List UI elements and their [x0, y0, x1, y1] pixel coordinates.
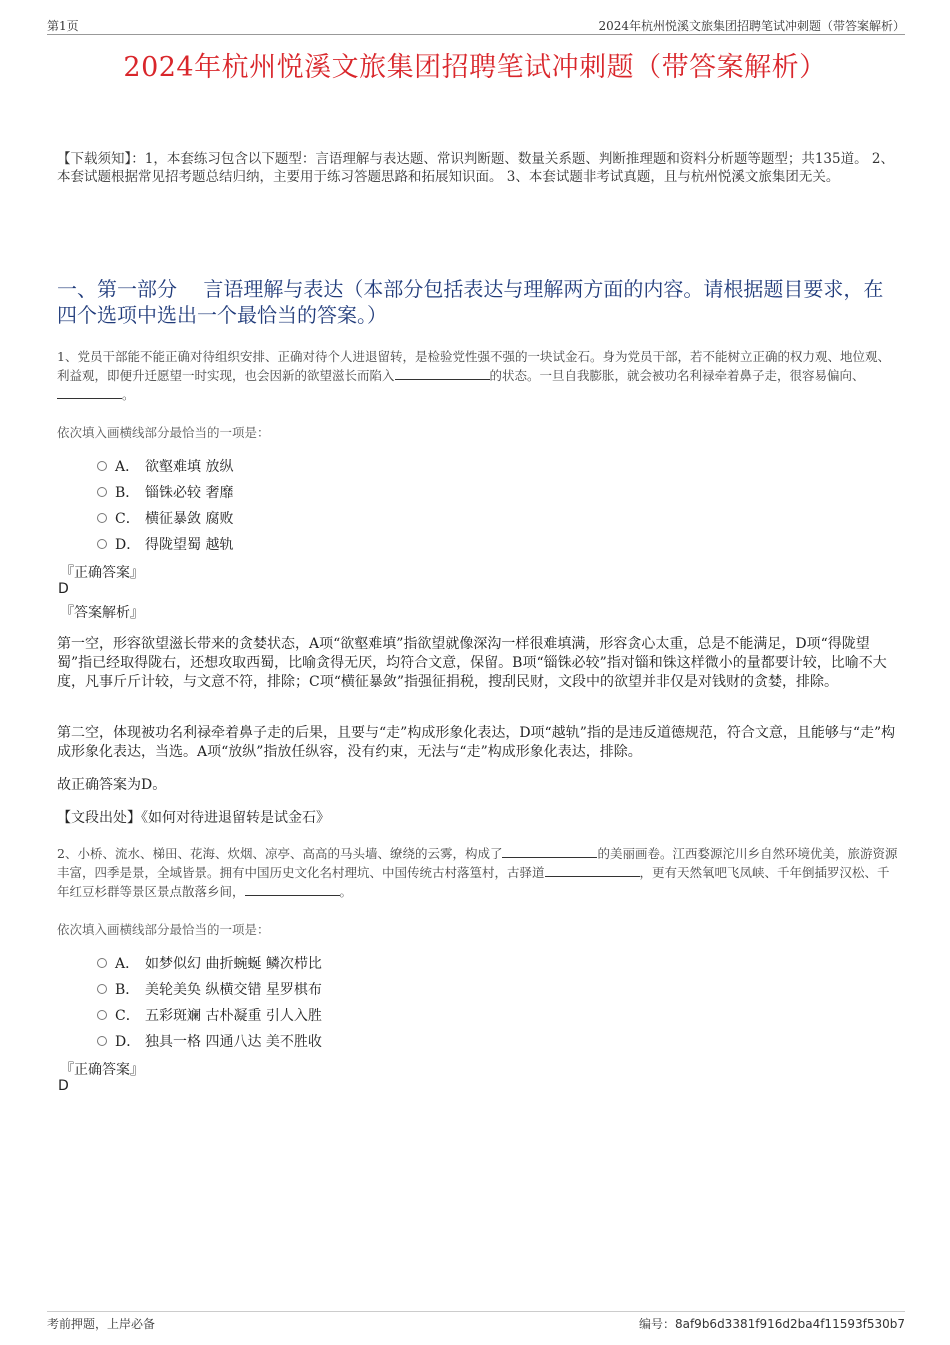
radio-icon[interactable]: [97, 539, 107, 549]
footer-slogan: 考前押题，上岸必备: [47, 1317, 156, 1331]
question-1-option-a[interactable]: A． 欲壑难填 放纵: [97, 456, 233, 476]
question-1-analysis-2: 第二空，体现被功名利禄牵着鼻子走的后果，且要与“走”构成形象化表达，D项“越轨”指的是违反道德规范，符合文意，且能够与“走”构成形象化表达，当选。A项“放纵”指放任纵容，没有约束，无法与“走”构成形象化表达，排除。: [57, 725, 896, 760]
question-1-conclusion: 故正确答案为D。: [57, 777, 167, 793]
radio-icon[interactable]: [97, 1036, 107, 1046]
question-1-text: 1、党员干部能不能正确对待组织安排、正确对待个人进退留转，是检验党性强不强的一块试金石。身为党员干部，若不能树立正确的权力观、地位观、利益观，即便升迁愿望一时实现，也会因新的欲望滋长而陷入 的状态。一旦自我膨胀，就会被功名利禄牵着鼻子走，很容易偏向、。: [57, 349, 890, 402]
question-1-option-c[interactable]: C． 横征暴敛 腐败: [97, 508, 233, 528]
question-1-analysis-1: 第一空，形容欲望滋长带来的贪婪状态，A项“欲壑难填”指欲望就像深沟一样很难填满，形容贪心太重，总是不能满足，D项“得陇望蜀”指已经取得陇右，还想攻取西蜀，比喻贪得无厌，均符合文意，保留。B项“锱铢必较”指对锱和铢这样微小的量都要计较，比喻不大度，凡事斤斤计较，与文意不符，排除；C项“横征暴敛”指强征捐税，搜刮民财，文段中的欲望并非仅是对钱财的贪婪，排除。: [57, 636, 887, 690]
page-header: [47, 15, 905, 35]
blank: [502, 845, 597, 858]
question-2-text: 2、小桥、流水、梯田、花海、炊烟、凉亭、高高的马头墙、缭绕的云雾，构成了 的美丽画卷。江西婺源沱川乡自然环境优美，旅游资源丰富，四季是景，全域皆景。拥有中国历史文化名村理坑、中国传统古村落篁村，古驿道 ，更有天然氧吧飞凤峡、千年倒插罗汉松、千年红豆杉群等景区景点散落乡间， 。: [57, 846, 898, 899]
question-1-analysis-tag: 『答案解析』: [60, 605, 144, 621]
question-2-prompt: 依次填入画横线部分最恰当的一项是：: [57, 922, 270, 937]
blank: [245, 883, 340, 896]
radio-icon[interactable]: [97, 958, 107, 968]
download-notice: 【下载须知】：1，本套练习包含以下题型：言语理解与表达题、常识判断题、数量关系题、判断推理题和资料分析题等题型；共135道。 2、本套试题根据常见招考题总结归纳，主要用于练习答题思路和拓展知识面。 3、本套试题非考试真题，且与杭州悦溪文旅集团无关。: [57, 151, 894, 185]
question-1-option-b[interactable]: B． 锱铢必较 奢靡: [97, 482, 233, 502]
blank: [57, 386, 122, 399]
header-doc-title: 2024年杭州悦溪文旅集团招聘笔试冲刺题（带答案解析）: [598, 19, 905, 33]
question-1-answer: D: [58, 581, 69, 597]
blank: [395, 367, 490, 380]
radio-icon[interactable]: [97, 487, 107, 497]
radio-icon[interactable]: [97, 1010, 107, 1020]
question-1-answer-tag: 『正确答案』: [60, 565, 144, 581]
section-heading: 一、第一部分 言语理解与表达（本部分包括表达与理解两方面的内容。请根据题目要求，在四个选项中选出一个最恰当的答案。）: [57, 277, 884, 327]
question-2-option-b[interactable]: B． 美轮美奂 纵横交错 星罗棋布: [97, 979, 322, 999]
question-2-option-d[interactable]: D． 独具一格 四通八达 美不胜收: [97, 1031, 322, 1051]
radio-icon[interactable]: [97, 513, 107, 523]
question-2-answer-tag: 『正确答案』: [60, 1062, 144, 1078]
question-2-answer: D: [58, 1078, 69, 1094]
radio-icon[interactable]: [97, 461, 107, 471]
blank: [545, 864, 640, 877]
question-2-option-c[interactable]: C． 五彩斑斓 古朴凝重 引人入胜: [97, 1005, 322, 1025]
footer-doc-id: 编号：8af9b6d3381f916d2ba4f11593f530b7: [638, 1317, 905, 1331]
document-title: 2024年杭州悦溪文旅集团招聘笔试冲刺题（带答案解析）: [123, 52, 827, 83]
question-1-prompt: 依次填入画横线部分最恰当的一项是：: [57, 425, 270, 440]
footer-divider: [47, 1311, 905, 1312]
question-1-option-d[interactable]: D． 得陇望蜀 越轨: [97, 534, 233, 554]
radio-icon[interactable]: [97, 984, 107, 994]
question-2-option-a[interactable]: A． 如梦似幻 曲折蜿蜒 鳞次栉比: [97, 953, 322, 973]
question-1-source: 【文段出处】《如何对待进退留转是试金石》: [57, 810, 330, 826]
page-number: 第1页: [47, 19, 79, 33]
